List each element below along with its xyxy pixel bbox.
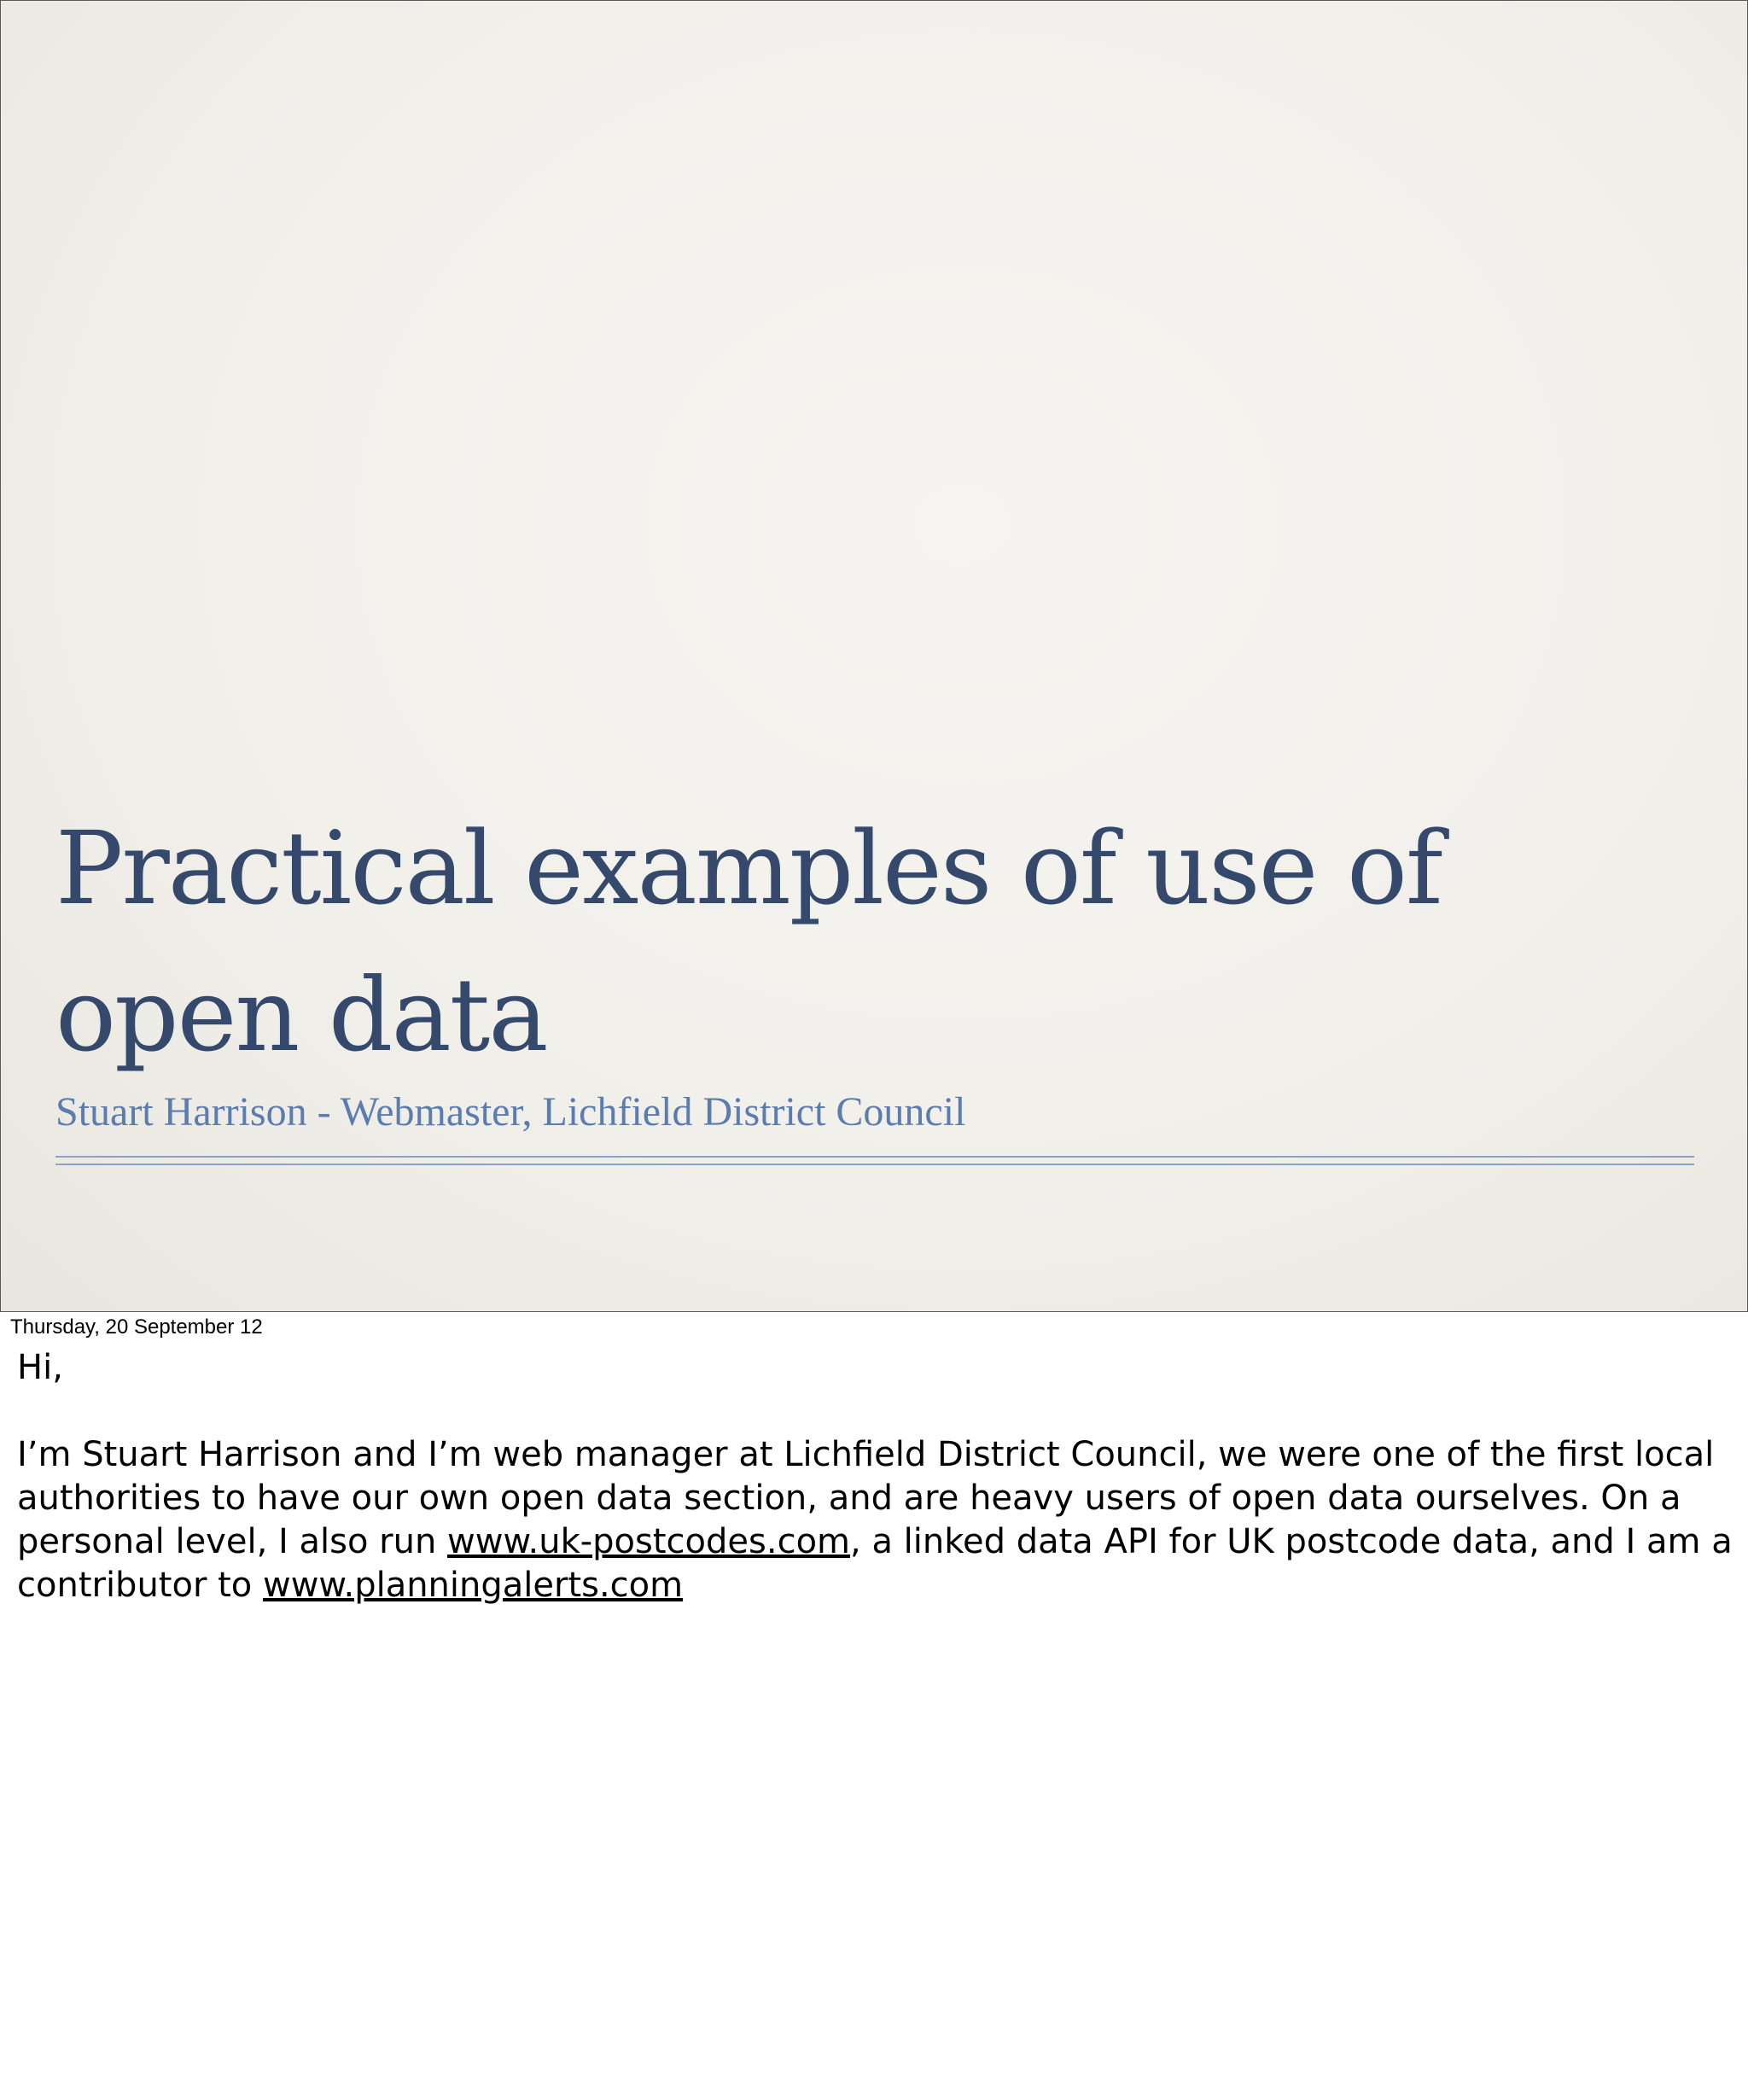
- speaker-notes: [17, 1346, 1733, 1607]
- notes-greeting: Hi,: [17, 1348, 63, 1387]
- title-divider-top: [55, 1156, 1694, 1158]
- uk-postcodes-link[interactable]: www.uk-postcodes.com: [447, 1522, 851, 1561]
- notes-text-part1: I’m Stuart Harrison and I’m web manager at Lichfield District Council, we were one of the first local authorities to have our own open data section, and are heavy users of open data ourselves. On a personal level, I also run: [17, 1435, 1715, 1561]
- slide-title: Practical examples of use of open data: [55, 809, 1442, 1074]
- notes-date: Thursday, 20 September 12: [10, 1315, 263, 1339]
- planningalerts-link[interactable]: www.planningalerts.com: [263, 1566, 684, 1605]
- notes-text-part2: , a linked data API for UK postcode data, and I am a contributor to: [17, 1522, 1733, 1605]
- title-divider-bottom: [55, 1164, 1694, 1165]
- slide-subtitle: Stuart Harrison - Webmaster, Lichfield District Council: [55, 1089, 966, 1135]
- notes-paragraph: [17, 1433, 1733, 1607]
